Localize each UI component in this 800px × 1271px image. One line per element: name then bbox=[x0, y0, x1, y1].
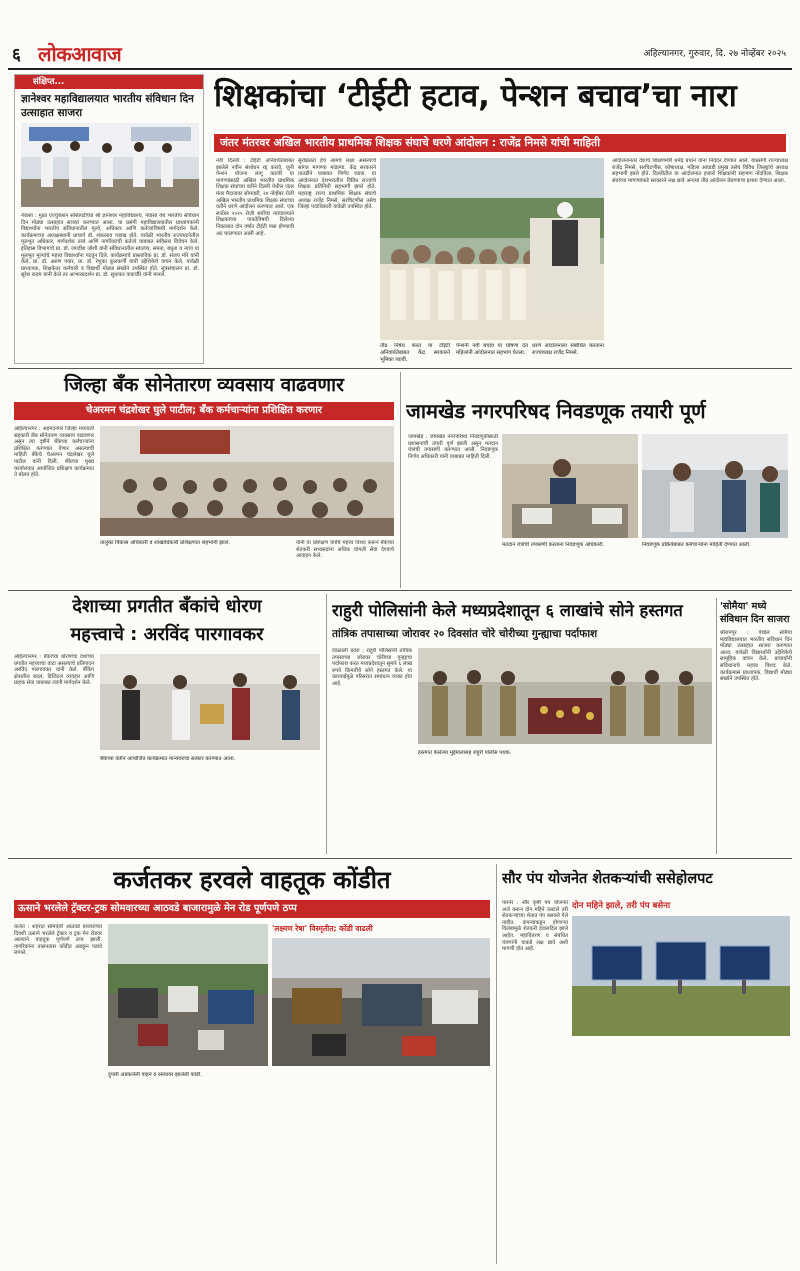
sidebar-body: नेवासा : मुळा एज्युकेशन सोसायटीच्या श्री ज्ञानेश्वर महाविद्यालय, नेवासा येथे भारतीय संविधान दिन मोठ्या उत्साहात साजरा करण्यात आला. या प्रसंगी महाविद्यालयातील प्राध्यापकांनी विद्यार्थ्यांना भारतीय संविधानातील मूल्ये, अधिकार आणि कर्तव्यांविषयी मार्गदर्शन केले. कार्यक्रमाच्या अध्यक्षस्थानी प्राचार्य डॉ. शंकरराव गडाख होते. यावेळी भारतीय राज्यघटनेतील मूलभूत अधिकार, मार्गदर्शक तत्त्वे आणि नागरिकांची कर्तव्ये याबाबत सविस्तर विवेचन केले. इतिहास विभागाचे प्रा. डॉ. जगदीश जोशी यांनी संविधानातील स्वातंत्र्य, समता, बंधुता व न्याय या मूलभूत मूल्यांचे महत्त्व विद्यार्थ्यांना पटवून दिले. कार्यक्रमाचे प्रास्ताविक प्रा. डॉ. संजय मोरे यांनी केले. प्रा. डॉ. अरुण पवार, प्रा. डॉ. रेणुका कुलकर्णी यांनी उद्देशिकेचे वाचन केले. यावेळी प्राध्यापक, शिक्षकेतर कर्मचारी व विद्यार्थी मोठ्या संख्येने उपस्थित होते. सूत्रसंचालन प्रा. डॉ. सुरेश कदम यांनी केले तर आभारप्रदर्शन प्रा. डॉ. सुधाकर वाकचौरे यांनी मानले. bbox=[21, 213, 199, 279]
rahuri-headline: राहुरी पोलिसांनी केले मध्यप्रदेशातून ६ लाखांचे सोने हस्तगत bbox=[332, 601, 683, 620]
section-rule-2 bbox=[8, 590, 792, 591]
bank-photo bbox=[100, 426, 394, 536]
divider-rahuri-somaiya bbox=[716, 598, 717, 854]
lead-headline: शिक्षकांचा ‘टीईटी हटाव, पेन्शन बचाव’चा नारा bbox=[214, 78, 737, 114]
jamkhed-photo-1 bbox=[502, 434, 638, 538]
jamkhed-caption-1: मतदान यंत्रांची तपासणी करताना निवडणूक अधिकारी. bbox=[502, 542, 605, 548]
sidebar-box bbox=[14, 74, 204, 364]
masthead bbox=[8, 40, 792, 68]
somaiya-body: श्रीरामपूर : येथील सोमैया महाविद्यालयात भारतीय संविधान दिन मोठ्या उत्साहात साजरा करण्यात आला. यावेळी विद्यार्थ्यांनी उद्देशिकेचे सामूहिक वाचन केले. प्राचार्यांनी संविधानाचे महत्त्व विशद केले. कार्यक्रमास प्राध्यापक, विद्यार्थी मोठ्या संख्येने उपस्थित होते. bbox=[720, 630, 792, 683]
solar-photo-image bbox=[572, 916, 790, 1036]
solar-highlight: दोन महिने झाले, तरी पंप बसेना bbox=[572, 901, 671, 911]
lead-photo-image bbox=[380, 158, 604, 340]
rahuri-caption: हस्तगत केलेल्या मुद्देमालासह राहुरी पोलीस पथक. bbox=[418, 750, 512, 756]
jamkhed-col-1: जामखेड : जामखेड नगरपरिषद निवडणुकीसाठी प्रशासनाची तयारी पूर्ण झाली असून मतदान यंत्रांची तपासणी करण्यात आली. निवडणूक निर्णय अधिकारी यांनी याबाबत माहिती दिली. bbox=[408, 434, 498, 460]
karjat-caption: दुपारी अडकलेली वाहने व रस्त्यावर झालेली कोंडी. bbox=[108, 1072, 202, 1078]
newspaper-logo: लोकआवाज bbox=[38, 42, 122, 66]
somaiya-headline: 'सोमैया' मध्ये संविधान दिन साजरा bbox=[720, 601, 790, 625]
section-rule-1 bbox=[8, 368, 792, 369]
rahuri-col-1: देवळाली प्रवरा : राहुरी पोलिसांनी तांत्रिक तपासाच्या जोरावर चोरीच्या गुन्ह्याचा पर्दाफाश करत मध्यप्रदेशातून सुमारे ६ लाख रुपये किमतीचे सोने हस्तगत केले. या कारवाईमुळे परिसरात समाधान व्यक्त होत आहे. bbox=[332, 648, 412, 687]
sidebar-headline: ज्ञानेश्वर महाविद्यालयात भारतीय संविधान दिन उत्साहात साजरा bbox=[21, 93, 194, 119]
divider-bank-jamkhed bbox=[400, 372, 401, 588]
bankpolicy-col-1: अहिल्यानगर : बँकांच्या धोरणांचा देशाच्या प्रगतीत महत्त्वाचा वाटा असल्याचे प्रतिपादन अरविंद पारगावकर यांनी केले. बँकिंग क्षेत्रातील बदल, डिजिटल व्यवहार आणि ग्राहक सेवा याबाबत त्यांनी मार्गदर्शन केले. bbox=[14, 654, 94, 687]
bank-col-3: यांनी या प्रशिक्षण वर्गाचे महत्त्व विशद करून बँकेच्या शेतकरी सभासदांना अधिक चांगली सेवा देण्याचे आवाहन केले. bbox=[296, 540, 394, 560]
karjat-headline: कर्जतकर हरवले वाहतूक कोंडीत bbox=[113, 866, 391, 894]
solar-headline: सौर पंप योजनेत शेतकऱ्यांची ससेहोलपट bbox=[502, 871, 713, 887]
karjat-inset-title: 'लक्ष्मण रेषा' विस्मृतीत; कोंडी वाढली bbox=[272, 924, 373, 933]
dateline: अहिल्यानगर, गुरुवार, दि. २७ नोव्हेंबर २०२५ bbox=[643, 49, 786, 59]
lead-subhead: जंतर मंतरवर अखिल भारतीय प्राथमिक शिक्षक संघाचे धरणे आंदोलन : राजेंद्र निमसे यांची माहिती bbox=[214, 134, 786, 152]
divider-karjat-solar bbox=[496, 864, 497, 1264]
bank-headline: जिल्हा बँक सोनेतारण व्यवसाय वाढवणार bbox=[64, 374, 344, 396]
karjat-col-1: कर्जत : शहरात सोमवारी आठवडे बाजाराच्या दिवशी ऊसाने भरलेले ट्रॅक्टर व ट्रक मेन रोडवर आल्याने वाहतूक पूर्णपणे ठप्प झाली. नागरिकांना तासनतास कोंडीत अडकून पडावे लागले. bbox=[14, 924, 102, 957]
solar-col-1: पारनेर : सौर कृषी पंप योजनेत अर्ज करून दोन महिने उलटले तरी शेतकऱ्यांच्या शेतात पंप बसवले गेले नाहीत. कंपन्यांकडून होणाऱ्या विलंबामुळे शेतकरी हवालदिल झाले आहेत. महावितरण व संबंधित यंत्रणांनी याकडे लक्ष द्यावे अशी मागणी होत आहे. bbox=[502, 900, 568, 953]
jamkhed-caption-2: निवडणूक प्रक्रियेबाबत कर्मचाऱ्यांना माहिती देण्यात आली. bbox=[642, 542, 751, 548]
jamkhed-photo-1-image bbox=[502, 434, 638, 538]
bank-subhead: चेअरमन चंद्रशेखर घुले पाटील; बँक कर्मचाऱ्यांना प्रशिक्षित करणार bbox=[14, 402, 394, 420]
rahuri-photo-image bbox=[418, 648, 712, 744]
lead-caption-2: पेन्शनी नवी बचाव या घोषणा देत महिलांनी आंदोलनात सहभाग घेतला. bbox=[456, 343, 528, 356]
bank-caption: तालुका विकास अधिकारी व शाखाधिकारी प्रशिक्षणात सहभागी झाले. bbox=[100, 540, 230, 546]
sidebar-photo bbox=[21, 123, 199, 207]
bankpolicy-photo bbox=[100, 654, 320, 750]
sidebar-photo-image bbox=[21, 123, 199, 207]
lead-caption-3: धरणे आंदोलनाला संबोधित करताना राज्याध्यक्ष राजेंद्र निमसे. bbox=[532, 343, 604, 356]
rahuri-photo bbox=[418, 648, 712, 744]
jamkhed-headline: जामखेड नगरपरिषद निवडणूक तयारी पूर्ण bbox=[406, 399, 706, 423]
karjat-photo-image bbox=[108, 924, 268, 1066]
karjat-photo-2-image bbox=[272, 938, 490, 1066]
lead-col-2: सुरक्षितता हेच आमचे लक्ष्य असल्याचे सांगत मागण्या मांडल्या. केंद्र सरकारने तातडीने याबाबत निर्णय घ्यावा. या आंदोलनात देशभरातील विविध राज्यांचे शिक्षक प्रतिनिधी सहभागी झाले होते. महाराष्ट्र राज्य प्राथमिक शिक्षक संघाचे अध्यक्ष राजेंद्र निमसे, सरचिटणीस तसेच जिल्हा पदाधिकारी यावेळी उपस्थित होते. bbox=[298, 158, 376, 211]
page-number: ६ bbox=[12, 45, 21, 65]
bankpolicy-caption: बँकेच्या वतीने आयोजित कार्यक्रमात मान्यवरांचा सत्कार करण्यात आला. bbox=[100, 756, 236, 762]
lead-caption-1: तीव्र निषेध करत या टीईटी अनिवार्यतेबाबत केंद्र सरकारने भूमिका घ्यावी. bbox=[380, 343, 450, 363]
masthead-rule bbox=[8, 68, 792, 70]
karjat-subhead: ऊसाने भरलेले ट्रॅक्टर-ट्रक सोमवारच्या आठवडे बाजारामुळे मेन रोड पूर्णपणे ठप्प bbox=[14, 900, 490, 918]
rahuri-subhead: तांत्रिक तपासाच्या जोरावर २० दिवसांत चोरे चोरीच्या गुन्ह्याचा पर्दाफाश bbox=[332, 628, 598, 640]
jamkhed-photo-2 bbox=[642, 434, 788, 538]
karjat-photo bbox=[108, 924, 268, 1066]
lead-col-1: नवी दिल्ली : टीईटी अनिवार्यतेबाबत झालेले नवीन संशोधन रद्द करावे, जुनी पेन्शन योजना लागू करावी या मागण्यांसाठी अखिल भारतीय प्राथमिक शिक्षक संघाच्या वतीने दिल्ली येथील जंतर मंतर मैदानावर सोमवारी, २४ नोव्हेंबर रोजी अखिल भारतीय प्राथमिक शिक्षक संघाच्या वतीने धरणे आंदोलन करण्यात आले. एक सप्टेंबर २०२५ रोजी सर्वोच्च न्यायालयाने शिक्षकांच्या पात्रतेविषयी दिलेल्या निकालात दोन वर्षात टीईटी पास होण्याची अट घालण्यात आली आहे. bbox=[216, 158, 294, 237]
bankpolicy-headline-2: महत्त्वाचे : अरविंद पारगावकर bbox=[70, 624, 264, 645]
section-rule-3 bbox=[8, 858, 792, 859]
karjat-photo-2 bbox=[272, 938, 490, 1066]
solar-photo bbox=[572, 916, 790, 1036]
divider-bankpolicy-rahuri bbox=[326, 594, 327, 854]
bank-col-1: अहिल्यानगर : अहमदनगर जिल्हा मध्यवर्ती सहकारी बँक सोनेतारण व्यवसाय वाढवणार असून त्या दृष्टीने बँकेच्या कर्मचाऱ्यांना प्रशिक्षित करण्यात येणार असल्याची माहिती बँकेचे चेअरमन चंद्रशेखर घुले पाटील यांनी दिली. बँकेच्या मुख्य कार्यालयात आयोजित प्रशिक्षण कार्यक्रमात ते बोलत होते. bbox=[14, 426, 94, 479]
bankpolicy-photo-image bbox=[100, 654, 320, 750]
jamkhed-photo-2-image bbox=[642, 434, 788, 538]
lead-col-3: आंदोलनानंतर देशाचे शिक्षणमंत्री धर्मेंद्र प्रधान यांना निवेदन देण्यात आले. याप्रसंगी राज्याध्यक्ष राजेंद्र निमसे, सरचिटणीस, कोषाध्यक्ष, महिला आघाडी प्रमुख तसेच विविध जिल्ह्यांचे अध्यक्ष सहभागी झाले होते. दिल्लीतील या आंदोलनात हजारो शिक्षकांनी सहभाग नोंदविला. शिक्षक संघाच्या मागण्यांकडे सरकारने लक्ष द्यावे अन्यथा तीव्र आंदोलन छेडण्याचा इशारा देण्यात आला. bbox=[612, 158, 788, 184]
lead-photo bbox=[380, 158, 604, 340]
bank-photo-image bbox=[100, 426, 394, 536]
sidebar-label: संक्षिप्त... bbox=[15, 75, 203, 89]
bankpolicy-headline-1: देशाच्या प्रगतीत बँकांचे धोरण bbox=[72, 596, 262, 617]
